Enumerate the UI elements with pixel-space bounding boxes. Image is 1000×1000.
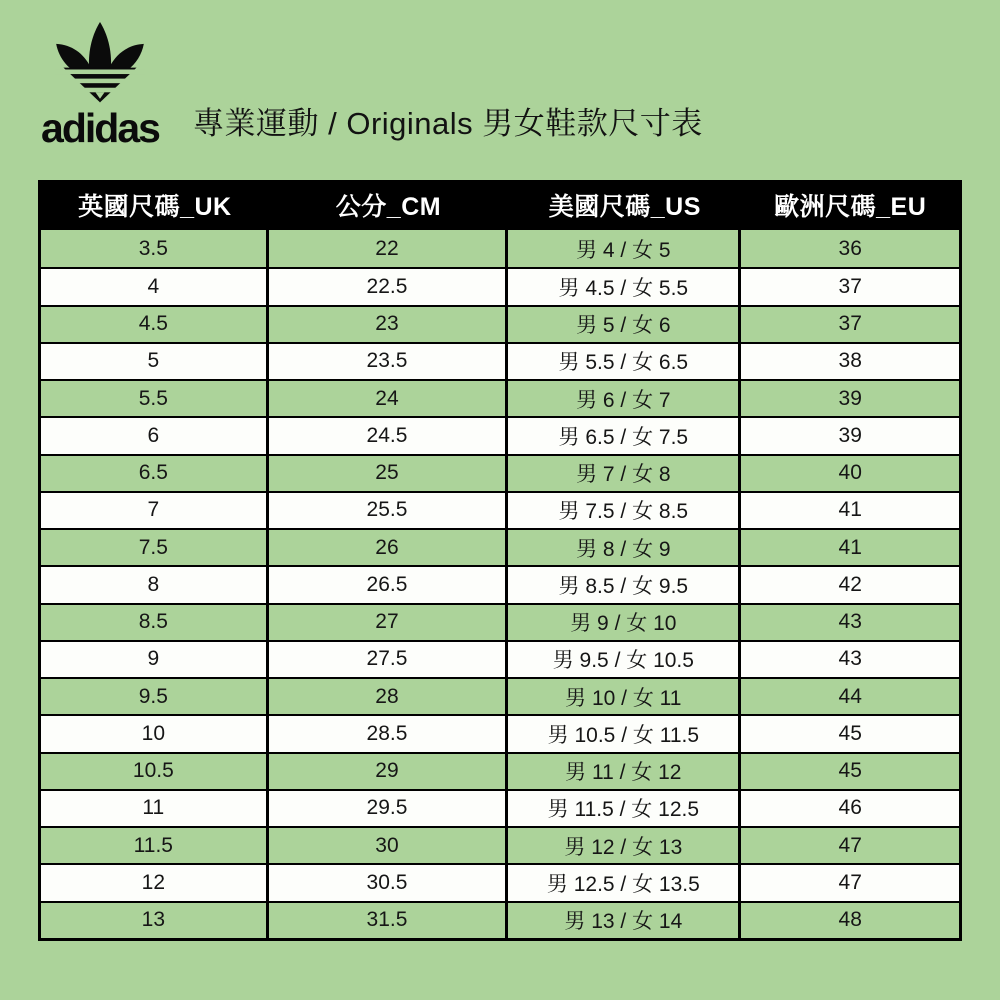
table-cell: 男 4.5 / 女 5.5 bbox=[508, 269, 741, 304]
table-cell: 5 bbox=[41, 344, 269, 379]
table-cell: 24.5 bbox=[269, 418, 509, 453]
table-row bbox=[41, 454, 959, 491]
table-cell: 40 bbox=[838, 461, 862, 485]
table-cell: 男 9 / 女 10 bbox=[508, 605, 741, 640]
table-cell: 38 bbox=[838, 349, 862, 373]
table-cell: 10.5 bbox=[41, 754, 269, 789]
table-cell: 30.5 bbox=[269, 865, 509, 900]
table-cell: 25 bbox=[269, 456, 509, 491]
table-cell: 7 bbox=[41, 493, 269, 528]
table-cell: 25.5 bbox=[269, 493, 509, 528]
table-row bbox=[41, 305, 959, 342]
table-cell: 37 bbox=[838, 312, 862, 336]
table-row bbox=[41, 752, 959, 789]
table-cell: 28 bbox=[269, 679, 509, 714]
table-cell: 29 bbox=[269, 754, 509, 789]
table-row bbox=[41, 901, 959, 938]
table-row bbox=[41, 640, 959, 677]
table-cell: 男 12 / 女 13 bbox=[508, 828, 741, 863]
table-cell: 29.5 bbox=[269, 791, 509, 826]
table-cell: 24 bbox=[269, 381, 509, 416]
table-cell: 41 bbox=[838, 535, 862, 559]
table-cell: 27.5 bbox=[269, 642, 509, 677]
table-cell: 37 bbox=[838, 274, 862, 298]
table-cell: 36 bbox=[838, 236, 862, 260]
table-row bbox=[41, 714, 959, 751]
table-cell: 43 bbox=[838, 610, 862, 634]
table-cell: 43 bbox=[838, 647, 862, 671]
table-cell: 8 bbox=[41, 567, 269, 602]
table-cell: 8.5 bbox=[41, 605, 269, 640]
table-row bbox=[41, 826, 959, 863]
table-cell: 3.5 bbox=[41, 230, 269, 267]
table-cell: 7.5 bbox=[41, 530, 269, 565]
table-cell: 41 bbox=[838, 498, 862, 522]
table-cell: 男 9.5 / 女 10.5 bbox=[508, 642, 741, 677]
table-cell: 30 bbox=[269, 828, 509, 863]
adidas-trefoil-icon bbox=[51, 22, 149, 106]
table-cell: 6 bbox=[41, 418, 269, 453]
table-cell: 男 12.5 / 女 13.5 bbox=[508, 865, 741, 900]
table-row bbox=[41, 528, 959, 565]
table-cell: 13 bbox=[41, 903, 269, 938]
table-cell: 男 7.5 / 女 8.5 bbox=[508, 493, 741, 528]
table-row bbox=[41, 342, 959, 379]
table-cell: 9 bbox=[41, 642, 269, 677]
table-row bbox=[41, 603, 959, 640]
table-row bbox=[41, 416, 959, 453]
table-cell: 男 5 / 女 6 bbox=[508, 307, 741, 342]
table-cell: 4 bbox=[41, 269, 269, 304]
table-cell: 10 bbox=[41, 716, 269, 751]
table-cell: 44 bbox=[838, 684, 862, 708]
table-header-row bbox=[41, 180, 959, 230]
table-cell: 27 bbox=[269, 605, 509, 640]
table-cell: 男 5.5 / 女 6.5 bbox=[508, 344, 741, 379]
table-cell: 28.5 bbox=[269, 716, 509, 751]
table-cell: 男 8.5 / 女 9.5 bbox=[508, 567, 741, 602]
table-cell: 45 bbox=[838, 721, 862, 745]
table-cell: 11.5 bbox=[41, 828, 269, 863]
table-row bbox=[41, 863, 959, 900]
table-cell: 男 7 / 女 8 bbox=[508, 456, 741, 491]
table-cell: 11 bbox=[41, 791, 269, 826]
table-cell: 男 4 / 女 5 bbox=[508, 230, 741, 267]
table-cell: 48 bbox=[838, 908, 862, 932]
table-row bbox=[41, 230, 959, 267]
page-title: 專業運動 / Originals 男女鞋款尺寸表 bbox=[193, 106, 703, 141]
column-header-eu: 歐洲尺碼_EU bbox=[774, 193, 927, 221]
table-cell: 22 bbox=[269, 230, 509, 267]
table-cell: 26.5 bbox=[269, 567, 509, 602]
table-row bbox=[41, 379, 959, 416]
adidas-wordmark: adidas bbox=[41, 105, 159, 151]
table-cell: 男 11.5 / 女 12.5 bbox=[508, 791, 741, 826]
table-cell: 6.5 bbox=[41, 456, 269, 491]
table-cell: 47 bbox=[838, 870, 862, 894]
brand-block bbox=[36, 22, 164, 149]
table-cell: 男 11 / 女 12 bbox=[508, 754, 741, 789]
table-row bbox=[41, 565, 959, 602]
table-cell: 男 6.5 / 女 7.5 bbox=[508, 418, 741, 453]
table-row bbox=[41, 789, 959, 826]
table-cell: 男 10 / 女 11 bbox=[508, 679, 741, 714]
table-body bbox=[41, 230, 959, 938]
table-cell: 男 6 / 女 7 bbox=[508, 381, 741, 416]
table-cell: 4.5 bbox=[41, 307, 269, 342]
table-cell: 22.5 bbox=[269, 269, 509, 304]
table-cell: 23.5 bbox=[269, 344, 509, 379]
table-row bbox=[41, 491, 959, 528]
table-cell: 26 bbox=[269, 530, 509, 565]
table-cell: 9.5 bbox=[41, 679, 269, 714]
table-row bbox=[41, 677, 959, 714]
column-header-cm: 公分_CM bbox=[335, 193, 442, 221]
table-cell: 45 bbox=[838, 759, 862, 783]
table-cell: 男 10.5 / 女 11.5 bbox=[508, 716, 741, 751]
table-cell: 23 bbox=[269, 307, 509, 342]
table-row bbox=[41, 267, 959, 304]
table-cell: 47 bbox=[838, 833, 862, 857]
table-cell: 男 8 / 女 9 bbox=[508, 530, 741, 565]
column-header-us: 美國尺碼_US bbox=[548, 193, 701, 221]
table-cell: 42 bbox=[838, 572, 862, 596]
table-cell: 39 bbox=[838, 423, 862, 447]
table-cell: 31.5 bbox=[269, 903, 509, 938]
table-cell: 39 bbox=[838, 386, 862, 410]
column-header-uk: 英國尺碼_UK bbox=[78, 193, 232, 221]
table-cell: 12 bbox=[41, 865, 269, 900]
size-table bbox=[38, 180, 962, 941]
table-cell: 46 bbox=[838, 796, 862, 820]
table-cell: 男 13 / 女 14 bbox=[508, 903, 741, 938]
table-cell: 5.5 bbox=[41, 381, 269, 416]
